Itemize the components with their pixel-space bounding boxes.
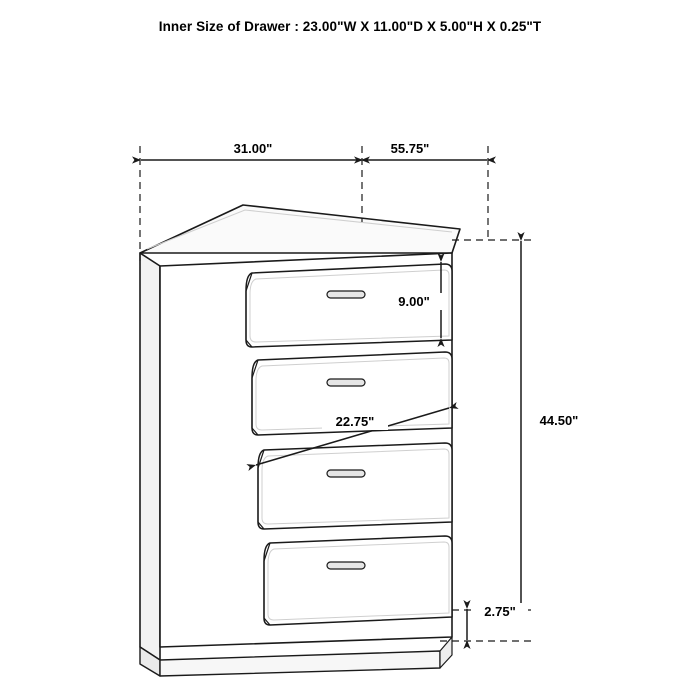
dimension-label-width-front: 31.00" bbox=[233, 141, 273, 156]
chest-top-surface bbox=[140, 205, 460, 253]
drawer-2-handle bbox=[327, 379, 365, 386]
chest-base-right bbox=[440, 637, 452, 668]
drawer-1-handle bbox=[327, 291, 365, 298]
dimension-label-overall-height: 44.50" bbox=[539, 413, 579, 428]
drawer-4-handle bbox=[327, 562, 365, 569]
chest-base-front bbox=[160, 651, 440, 676]
drawer-3-handle bbox=[327, 470, 365, 477]
dimension-label-drawer-height: 9.00" bbox=[398, 294, 430, 309]
chest-left-side-panel bbox=[140, 253, 160, 660]
chest-illustration bbox=[140, 205, 460, 676]
dimension-label-base-height: 2.75" bbox=[484, 604, 516, 619]
dimension-label-drawer-inner-width: 22.75" bbox=[335, 414, 375, 429]
drawer-4 bbox=[264, 536, 452, 625]
page-title: Inner Size of Drawer : 23.00"W X 11.00"D X 5.00"H X 0.25"T bbox=[158, 19, 542, 34]
dimension-label-width-side: 55.75" bbox=[390, 141, 430, 156]
